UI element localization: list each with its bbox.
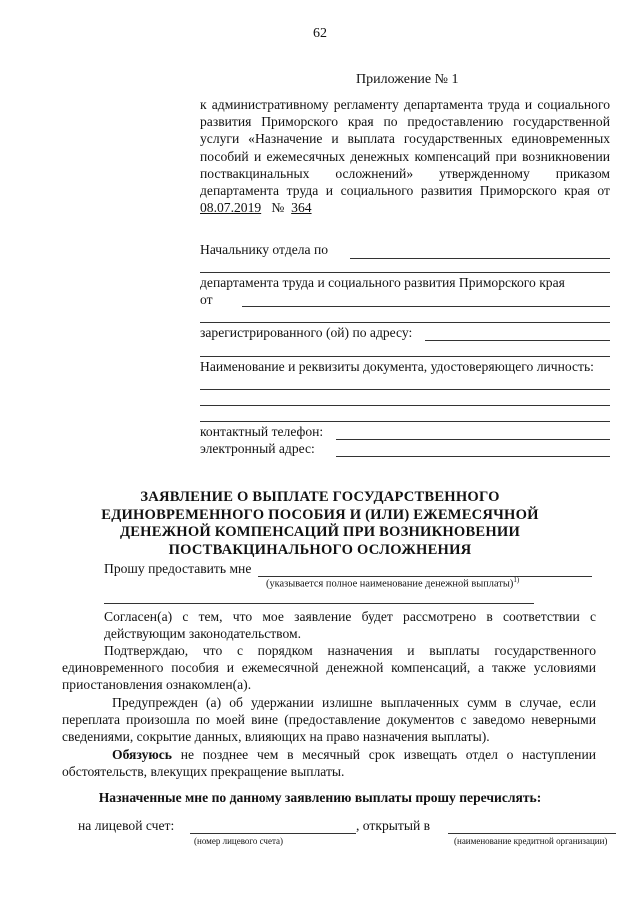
email-label: электронный адрес: (200, 441, 315, 456)
from-line-2[interactable] (200, 322, 610, 323)
registration-address-line-2[interactable] (200, 356, 610, 357)
paragraph-confirm (62, 642, 596, 694)
paragraph-consent (104, 608, 596, 642)
paragraph-warning (62, 694, 596, 746)
paragraph-consent-text: Согласен(а) с тем, что мое заявление будет рассмотрено в соответствии с действующим законодательством. (104, 609, 596, 642)
appendix-body-text: к административному регламенту департамента труда и социального развития Приморского края по предоставлению государственной услуги «Назначение и выплата государственных единовременных пособий и ежемесячных денежных компенсаций при возникновении поствакцинальных осложнений» утвержденному приказом департамента труда и социального развития Приморского края от (200, 97, 610, 199)
bank-name-line[interactable] (448, 833, 616, 834)
head-of-department-line[interactable] (350, 258, 610, 259)
title-line: ПОСТВАКЦИНАЛЬНОГО ОСЛОЖНЕНИЯ (168, 541, 472, 558)
department-name: департамента труда и социального развития Приморского края (200, 275, 565, 290)
phone-line[interactable] (336, 439, 610, 440)
request-hint-text: (указывается полное наименование денежной выплаты) (266, 578, 514, 590)
from-label: от (200, 292, 213, 307)
paragraph-warning-text: Предупрежден (а) об удержании излишне выплаченных сумм в случае, если переплата произошла по моей вине (предоставление документов с заведомо неверными сведениями, сокрытие данных, влияющих на право назначения выплаты). (62, 695, 596, 745)
order-number: 364 (291, 200, 312, 216)
email-line[interactable] (336, 456, 610, 457)
head-of-department-label: Начальнику отдела по (200, 242, 329, 257)
account-number-line[interactable] (190, 833, 356, 834)
account-label: на лицевой счет: (78, 818, 175, 833)
registration-address-label: зарегистрированного (ой) по адресу: (200, 325, 413, 340)
title-line: ЗАЯВЛЕНИЕ О ВЫПЛАТЕ ГОСУДАРСТВЕННОГО (140, 489, 500, 505)
identity-document-line-1[interactable] (200, 389, 610, 390)
request-line-2[interactable] (104, 603, 534, 604)
paragraph-obligation (62, 746, 596, 780)
page-number: 62 (313, 26, 327, 41)
appendix-body (200, 96, 610, 216)
bank-name-hint: (наименование кредитной организации) (454, 836, 608, 846)
order-number-sign: № (271, 200, 285, 216)
statement-title (60, 489, 580, 559)
account-number-hint: (номер лицевого счета) (194, 836, 283, 846)
title-line: ДЕНЕЖНОЙ КОМПЕНСАЦИЙ ПРИ ВОЗНИКНОВЕНИИ (120, 524, 520, 541)
paragraph-confirm-text: Подтверждаю, что с порядком назначения и выплаты государственного единовременного пособия и ежемесячной денежной компенсаций, а также условиями приостановления ознакомлен(а). (62, 643, 596, 693)
appendix-title: Приложение № 1 (356, 72, 459, 87)
identity-document-line-3[interactable] (200, 421, 610, 422)
paragraph-obligation-text: не позднее чем в месячный срок извещать отдел о наступлении обстоятельств, влекущих прекращение выплаты. (62, 747, 596, 780)
request-label: Прошу предоставить мне (104, 561, 252, 576)
obligation-bold: Обязуюсь (112, 747, 172, 762)
payment-heading: Назначенные мне по данному заявлению выплаты прошу перечислять: (98, 790, 542, 805)
phone-label: контактный телефон: (200, 424, 324, 439)
identity-document-label: Наименование и реквизиты документа, удостоверяющего личность: (200, 359, 594, 374)
footnote-marker: 1) (513, 576, 520, 584)
order-date: 08.07.2019 (200, 200, 262, 216)
department-blank-line[interactable] (200, 272, 610, 273)
opened-in-label: , открытый в (356, 818, 431, 833)
registration-address-line[interactable] (425, 340, 610, 341)
title-line: ЕДИНОВРЕМЕННОГО ПОСОБИЯ И (ИЛИ) ЕЖЕМЕСЯЧНОЙ (101, 506, 539, 523)
request-hint (266, 576, 519, 589)
from-line[interactable] (242, 306, 610, 307)
identity-document-line-2[interactable] (200, 405, 610, 406)
